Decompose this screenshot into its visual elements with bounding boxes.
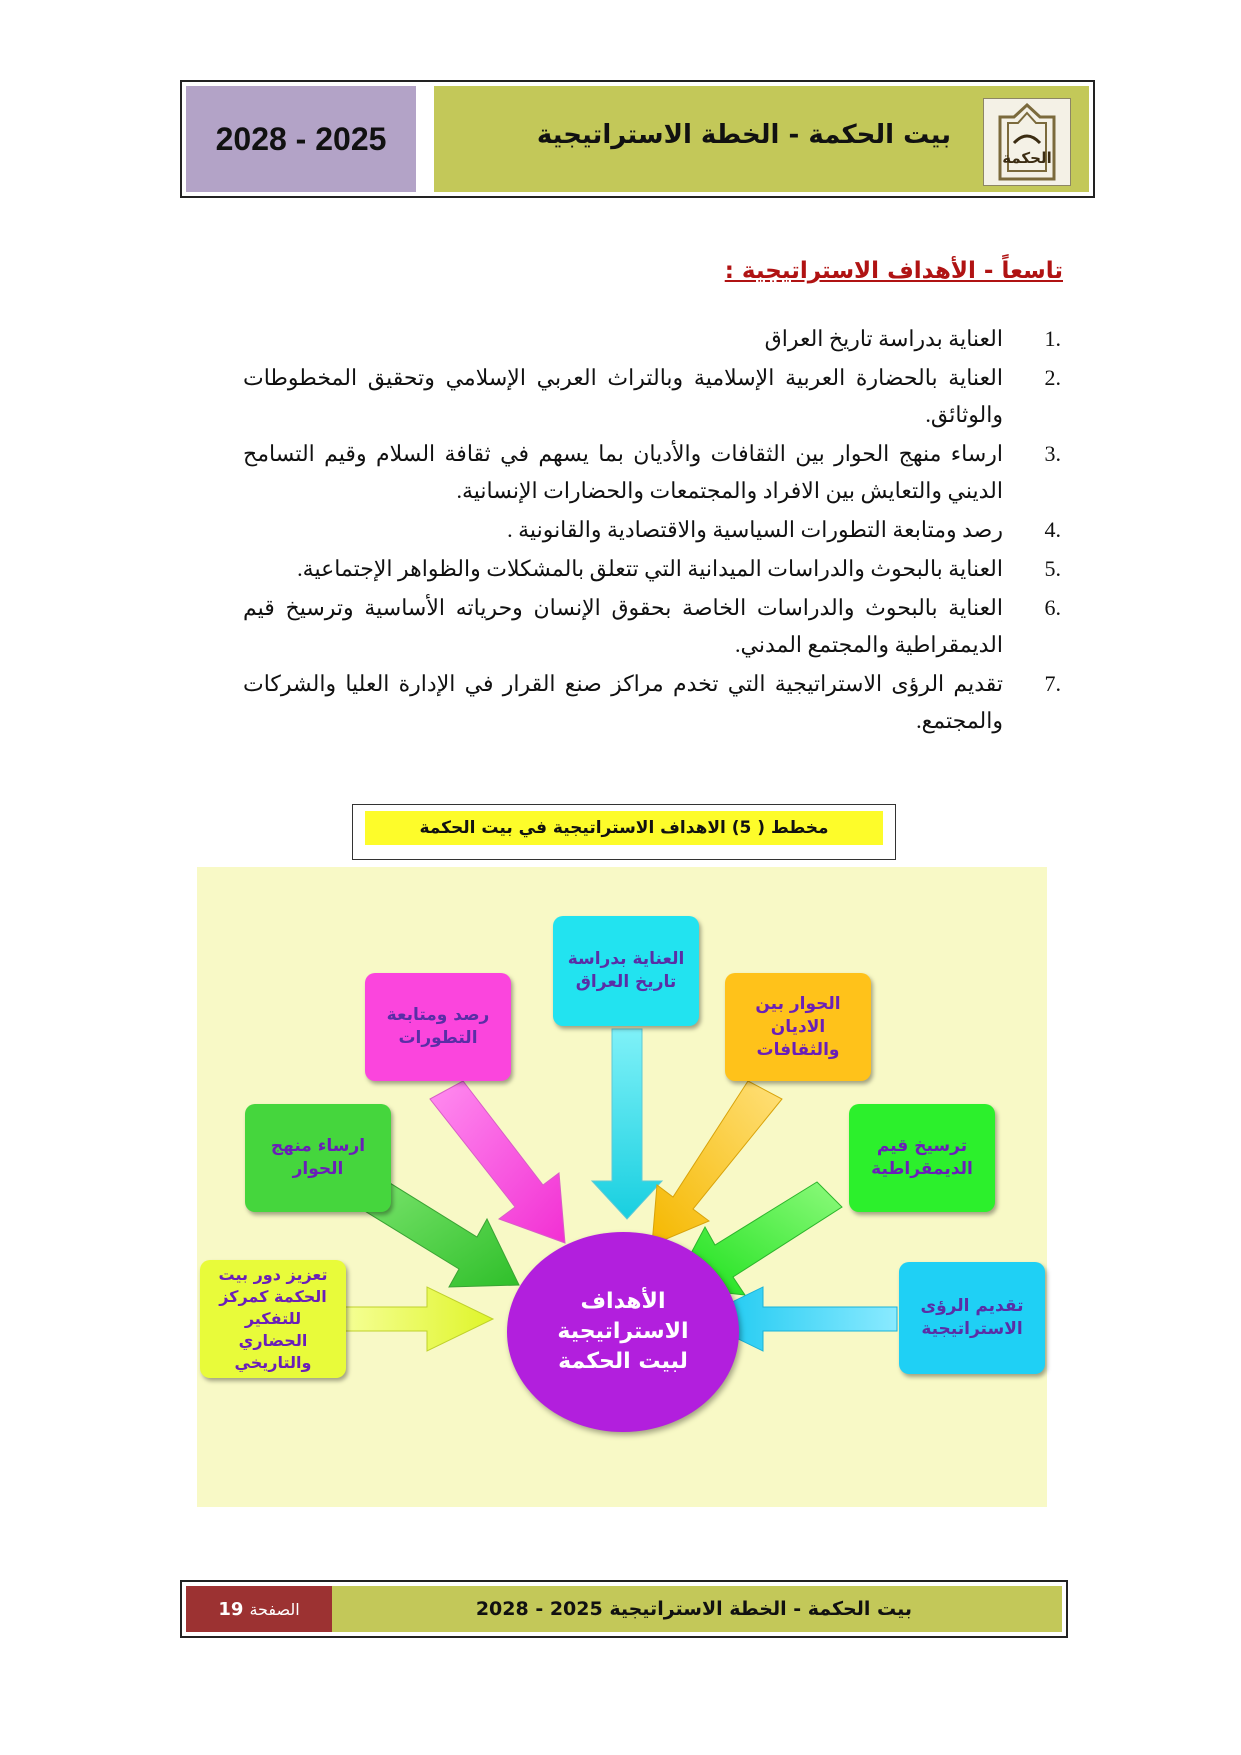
arrow-thinking-center: [337, 1287, 493, 1351]
goal-box-label: ارساء منهج الحوار: [270, 1136, 366, 1179]
header-title-band: [434, 86, 1089, 192]
diagram-caption-box: [352, 804, 896, 860]
goal-box-iraq-history: [553, 916, 699, 1026]
header-title: بيت الحكمة - الخطة الاستراتيجية: [536, 120, 951, 150]
page-footer: [180, 1580, 1068, 1638]
goal-box-label: العناية بدراسة تاريخ العراق: [567, 949, 685, 992]
diagram-center: [507, 1232, 739, 1432]
goal-number: 1.: [1044, 326, 1061, 351]
goal-number: 5.: [1044, 556, 1061, 581]
goal-box-dialogue-method: [245, 1104, 391, 1212]
goal-text: تقديم الرؤى الاستراتيجية التي تخدم مراكز صنع القرار في الإدارة العليا والشركات والمجتمع.: [243, 671, 1003, 733]
goal-box-democracy: [849, 1104, 995, 1212]
list-item: [243, 550, 1061, 587]
list-item: [243, 435, 1061, 509]
arrow-iraq-history: [592, 1029, 662, 1219]
goal-box-strategic-visions: [899, 1262, 1045, 1374]
goal-box-label: رصد ومتابعة التطورات: [386, 1005, 490, 1048]
header-years: [186, 86, 416, 192]
goal-number: 6.: [1044, 595, 1061, 620]
footer-title: بيت الحكمة - الخطة الاستراتيجية 2025 - 2028: [475, 1598, 912, 1620]
goal-box-label: ترسيخ قيم الديمقراطية: [871, 1136, 973, 1179]
page-label: الصفحة: [249, 1599, 300, 1619]
goal-box-dialogue-religions: [725, 973, 871, 1081]
goals-diagram: [197, 867, 1047, 1507]
goal-text: العناية بالحضارة العربية الإسلامية وبالتراث العربي الإسلامي وتحقيق المخطوطات والوثائق.: [243, 365, 1003, 427]
bayt-al-hikma-logo-icon: [983, 98, 1071, 186]
list-item: [243, 589, 1061, 663]
logo-lettering: الحكمة: [1002, 149, 1052, 167]
list-item: [243, 665, 1061, 739]
arrow-monitoring: [430, 1081, 565, 1243]
page-header: [180, 80, 1095, 198]
diagram-caption-band: [365, 811, 883, 845]
diagram-center-label: الأهداف الاستراتيجية لبيت الحكمة: [557, 1289, 689, 1374]
goal-number: 7.: [1044, 671, 1061, 696]
goal-box-label: تقديم الرؤى الاستراتيجية: [920, 1296, 1024, 1339]
goal-box-thinking-center: [200, 1260, 346, 1378]
goal-text: العناية بدراسة تاريخ العراق: [764, 326, 1003, 351]
list-item: [243, 320, 1061, 357]
diagram-caption: مخطط ( 5) الاهداف الاستراتيجية في بيت الحكمة: [419, 818, 829, 838]
goal-text: رصد ومتابعة التطورات السياسية والاقتصادية والقانونية .: [507, 517, 1003, 542]
goal-number: 4.: [1044, 517, 1061, 542]
goal-text: العناية بالبحوث والدراسات الخاصة بحقوق الإنسان وحرياته الأساسية وترسيخ قيم الديمقراطية والمجتمع المدني.: [243, 595, 1004, 657]
list-item: [243, 359, 1061, 433]
goal-box-monitoring: [365, 973, 511, 1081]
page-number-badge: [186, 1586, 332, 1632]
goal-number: 2.: [1044, 365, 1061, 390]
list-item: [243, 511, 1061, 548]
goal-text: العناية بالبحوث والدراسات الميدانية التي تتعلق بالمشكلات والظواهر الإجتماعية.: [297, 556, 1003, 581]
section-heading: تاسعاً - الأهداف الاستراتيجية :: [724, 258, 1063, 284]
goals-list: [243, 320, 1061, 741]
goal-number: 3.: [1044, 441, 1061, 466]
page-number: 19: [218, 1598, 244, 1620]
goal-text: ارساء منهج الحوار بين الثقافات والأديان بما يسهم في ثقافة السلام وقيم التسامح الديني والتعايش بين الافراد والمجتمعات والحضارات الإنسانية.: [243, 441, 1003, 503]
goal-box-label: الحوار بين الاديان والثقافات: [755, 993, 841, 1060]
header-years-text: 2028 - 2025: [215, 120, 387, 157]
goal-box-label: تعزيز دور بيت الحكمة كمركز للتفكير الحضاري والتاريخي: [218, 1265, 328, 1372]
